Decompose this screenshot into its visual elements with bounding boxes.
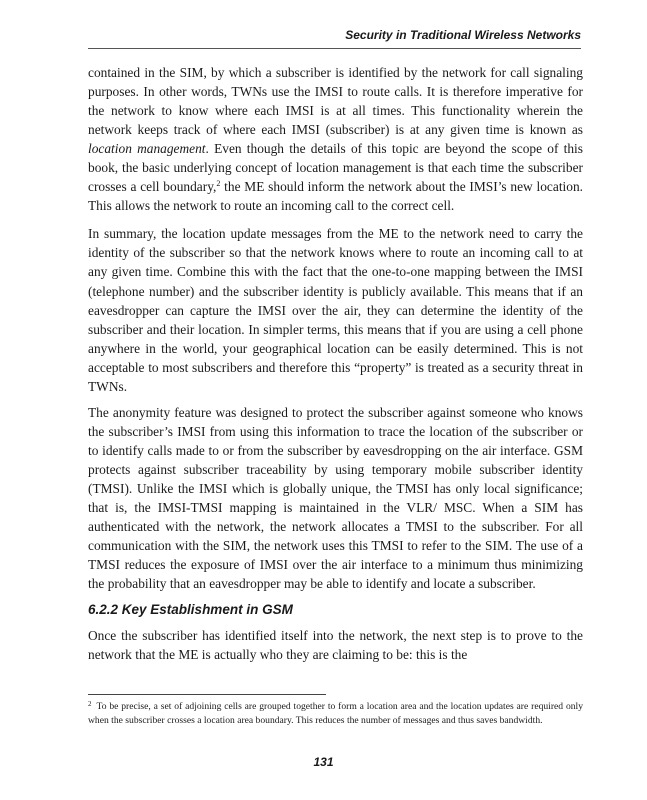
- paragraph-3: The anonymity feature was designed to protect the subscriber against someone who knows the subscriber’s IMSI from using this information to trace the location of the subscriber or to identify calls made to or from the subscriber by eavesdropping on the air interface. GSM protects against subscriber traceability by using temporary mobile subscriber identity (TMSI). Unlike the IMSI which is globally unique, the TMSI has only local significance; that is, the IMSI-TMSI mapping is maintained in the VLR/ MSC. When a SIM has authenticated with the network, the network allocates a TMSI to the subscriber. For all communication with the SIM, the network uses this TMSI to refer to the SIM. The use of a TMSI reduces the exposure of IMSI over the air interface to a minimum thus minimizing the probability that an eavesdropper may be able to identify and locate a subscriber.: [88, 404, 583, 592]
- footnote-divider: [88, 694, 326, 695]
- section-heading: 6.2.2 Key Establishment in GSM: [88, 602, 293, 618]
- paragraph-1-text-a: contained in the SIM, by which a subscriber is identified by the network for call signaling purposes. In other words, TWNs use the IMSI to route calls. It is therefore imperative for the network to know where each IMSI is at all times. This functionality wherein the network keeps track of where each IMSI (subscriber) is at any given time is known as: [88, 65, 583, 138]
- paragraph-2: In summary, the location update messages from the ME to the network need to carry the identity of the subscriber so that the network knows where to route an incoming call to at any given time. Combine this with the fact that the one-to-one mapping between the IMSI (telephone number) and the subscriber identity is publicly available. This means that if an eavesdropper can capture the IMSI over the air, they can determine the identity of the subscriber and their location. In simpler terms, this means that if you are using a cell phone anywhere in the world, your geographical location can be easily determined. This is not acceptable to most subscribers and therefore this “property” is treated as a security threat in TWNs.: [88, 226, 583, 394]
- footnote: [88, 697, 583, 728]
- paragraph-1-text-b: . Even though the details of this topic are beyond the scope of this book, the basic underlying concept of location management is that each time the subscriber crosses a cell boundary,: [88, 141, 583, 195]
- body-text: [88, 63, 583, 671]
- term-location-management: location management: [88, 141, 206, 157]
- running-header: [88, 28, 581, 49]
- paragraph-1: [88, 63, 583, 215]
- page-number: 131: [313, 755, 334, 769]
- paragraph-4: Once the subscriber has identified itself into the network, the next step is to prove to the network that the ME is actually who they are claiming to be: this is the: [88, 628, 583, 663]
- footnote-marker: 2: [88, 700, 92, 708]
- footnote-text: To be precise, a set of adjoining cells are grouped together to form a location area and the location updates are required only when the subscriber crosses a location area boundary. This reduces the number of messages and thus saves bandwidth.: [88, 701, 583, 726]
- running-title: Security in Traditional Wireless Networks: [345, 28, 581, 42]
- paragraph-1-text-c: the ME should inform the network about the IMSI’s new location. This allows the network to route an incoming call to the correct cell.: [88, 179, 583, 214]
- footnote-reference[interactable]: 2: [216, 179, 221, 189]
